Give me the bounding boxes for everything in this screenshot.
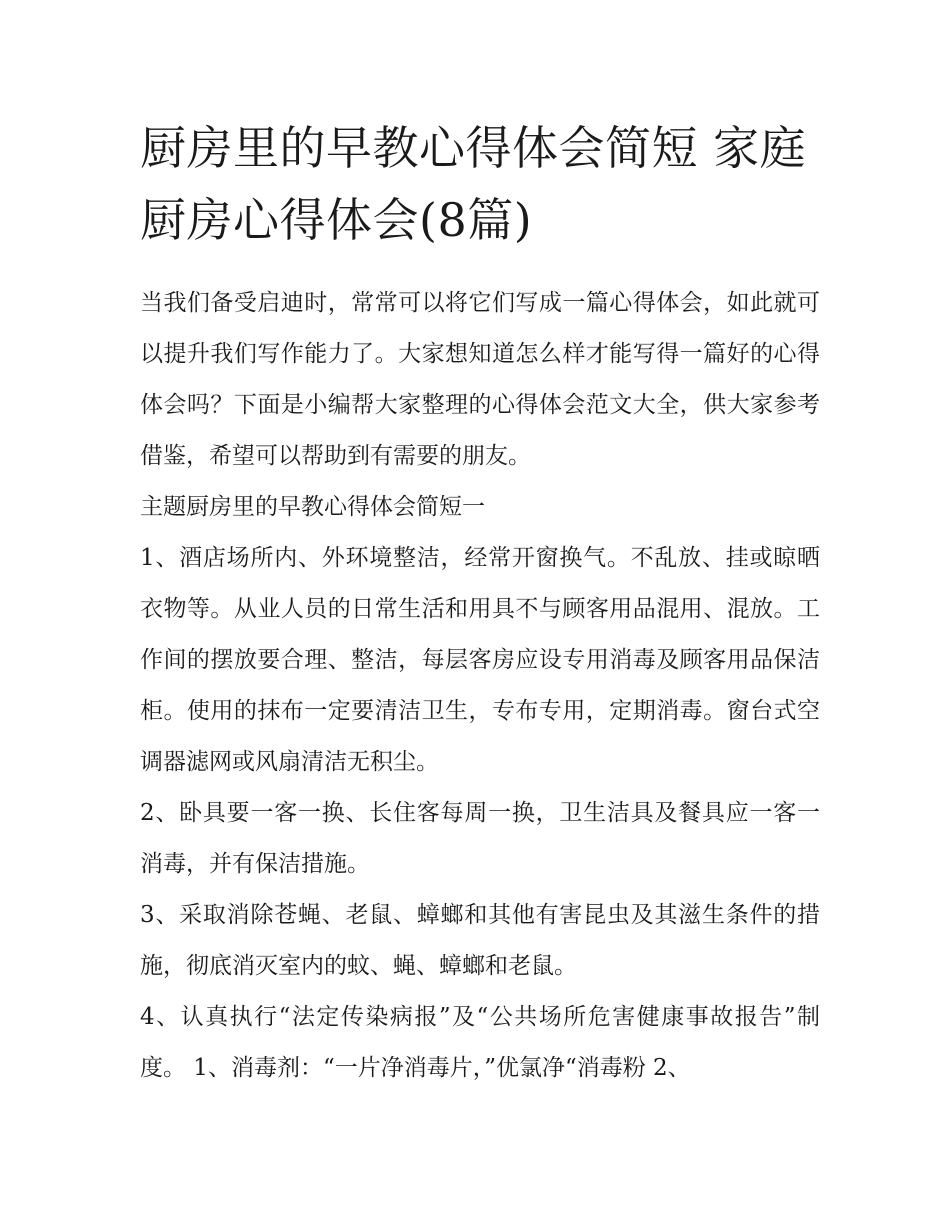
document-title: 厨房里的早教心得体会简短 家庭厨房心得体会(8篇) — [140, 121, 807, 247]
document-body — [140, 278, 820, 1094]
list-item-3: 3、采取消除苍蝇、老鼠、蟑螂和其他有害昆虫及其滋生条件的措施，彻底消灭室内的蚊、蝇、蟑螂和老鼠。 — [140, 902, 820, 979]
section-heading: 主题厨房里的早教心得体会简短一 — [140, 494, 485, 520]
list-item-4: 4、认真执行“法定传染病报”及“公共场所危害健康事故报告”制度。 1、消毒剂：“一片净消毒片，”优氯净“消毒粉 2、 — [140, 1004, 820, 1081]
list-item-2: 2、卧具要一客一换、长住客每周一换，卫生洁具及餐具应一客一消毒，并有保洁措施。 — [140, 800, 820, 877]
intro-paragraph: 当我们备受启迪时，常常可以将它们写成一篇心得体会，如此就可以提升我们写作能力了。大家想知道怎么样才能写得一篇好的心得体会吗？下面是小编帮大家整理的心得体会范文大全，供大家参考借鉴，希望可以帮助到有需要的朋友。 — [140, 290, 820, 469]
list-item-1: 1、酒店场所内、外环境整洁，经常开窗换气。不乱放、挂或晾晒衣物等。从业人员的日常生活和用具不与顾客用品混用、混放。工作间的摆放要合理、整洁，每层客房应设专用消毒及顾客用品保洁柜。使用的抹布一定要清洁卫生，专布专用，定期消毒。窗台式空调器滤网或风扇清洁无积尘。 — [140, 545, 820, 775]
